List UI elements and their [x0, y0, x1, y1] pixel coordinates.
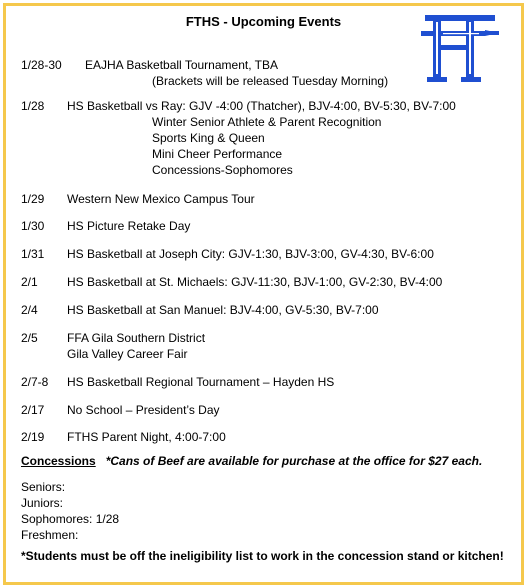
event-date: 2/5 [21, 331, 38, 345]
event-text: Sports King & Queen [152, 131, 265, 145]
event-date: 1/31 [21, 247, 45, 261]
event-text: Gila Valley Career Fair [67, 347, 188, 361]
page-title: FTHS - Upcoming Events [185, 14, 342, 29]
class-seniors: Seniors: [21, 480, 66, 494]
event-text: HS Picture Retake Day [67, 219, 191, 233]
event-date: 1/28 [21, 99, 45, 113]
fths-ft-logo-icon [419, 11, 501, 85]
event-text: HS Basketball vs Ray: GJV -4:00 (Thatcher), BJV-4:00, BV-5:30, BV-7:00 [67, 99, 456, 113]
event-text: HS Basketball at St. Michaels: GJV-11:30, BJV-1:00, GV-2:30, BV-4:00 [67, 275, 443, 289]
event-date: 2/4 [21, 303, 38, 317]
event-date: 2/1 [21, 275, 38, 289]
class-juniors: Juniors: [21, 496, 64, 510]
event-date: 1/28-30 [21, 58, 62, 72]
event-text: FTHS Parent Night, 4:00-7:00 [67, 430, 226, 444]
event-text: FFA Gila Southern District [67, 331, 206, 345]
event-text: HS Basketball Regional Tournament – Hayden HS [67, 375, 335, 389]
event-text: Western New Mexico Campus Tour [67, 192, 255, 206]
event-text: Mini Cheer Performance [152, 147, 283, 161]
event-date: 1/30 [21, 219, 45, 233]
event-text: No School – President’s Day [67, 403, 220, 417]
eligibility-footer-note: *Students must be off the ineligibility list to work in the concession stand or kitchen! [21, 549, 504, 563]
event-date: 2/19 [21, 430, 45, 444]
event-text: (Brackets will be released Tuesday Morning) [152, 74, 389, 88]
event-text: EAJHA Basketball Tournament, TBA [85, 58, 278, 72]
concessions-section [21, 453, 482, 469]
event-text: Winter Senior Athlete & Parent Recognition [152, 115, 382, 129]
concessions-note: *Cans of Beef are available for purchase at the office for $27 each. [105, 454, 483, 468]
event-date: 2/7-8 [21, 375, 49, 389]
event-text: HS Basketball at Joseph City: GJV-1:30, BJV-3:00, GV-4:30, BV-6:00 [67, 247, 434, 261]
class-sophomores: Sophomores: 1/28 [21, 512, 120, 526]
event-text: Concessions-Sophomores [152, 163, 293, 177]
concessions-heading: Concessions [21, 454, 96, 468]
event-text: HS Basketball at San Manuel: BJV-4:00, GV-5:30, BV-7:00 [67, 303, 379, 317]
concessions-class-list [21, 479, 119, 543]
event-date: 1/29 [21, 192, 45, 206]
event-date: 2/17 [21, 403, 45, 417]
class-freshmen: Freshmen: [21, 528, 79, 542]
